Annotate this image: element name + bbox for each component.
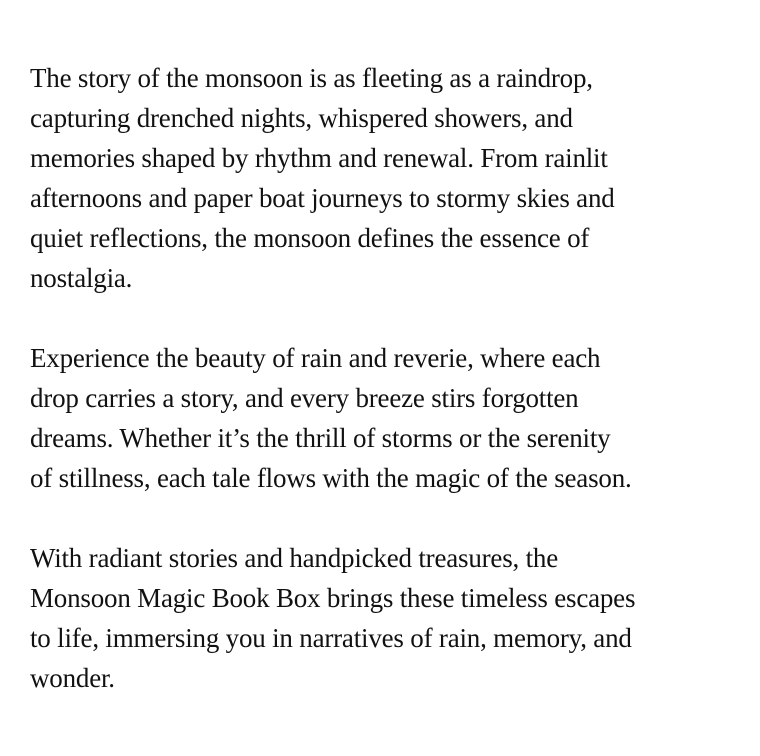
text-line: dreams. Whether it’s the thrill of storms or the serenity bbox=[30, 423, 611, 453]
text-line: nostalgia. bbox=[30, 263, 133, 293]
text-content bbox=[30, 58, 750, 698]
text-line: memories shaped by rhythm and renewal. From rainlit bbox=[30, 143, 608, 173]
text-line: to life, immersing you in narratives of rain, memory, and bbox=[30, 623, 632, 653]
intro-paragraph bbox=[30, 58, 750, 298]
text-line: afternoons and paper boat journeys to stormy skies and bbox=[30, 183, 615, 213]
text-line: Experience the beauty of rain and reverie, where each bbox=[30, 343, 601, 373]
text-line: of stillness, each tale flows with the magic of the season. bbox=[30, 463, 632, 493]
text-line: drop carries a story, and every breeze stirs forgotten bbox=[30, 383, 579, 413]
text-line: quiet reflections, the monsoon defines the essence of bbox=[30, 223, 590, 253]
book-box-paragraph bbox=[30, 538, 750, 698]
text-line: wonder. bbox=[30, 663, 115, 693]
text-line: The story of the monsoon is as fleeting as a raindrop, bbox=[30, 63, 593, 93]
experience-paragraph bbox=[30, 338, 750, 498]
text-line: With radiant stories and handpicked treasures, the bbox=[30, 543, 558, 573]
text-line: capturing drenched nights, whispered showers, and bbox=[30, 103, 573, 133]
text-line: Monsoon Magic Book Box brings these timeless escapes bbox=[30, 583, 636, 613]
